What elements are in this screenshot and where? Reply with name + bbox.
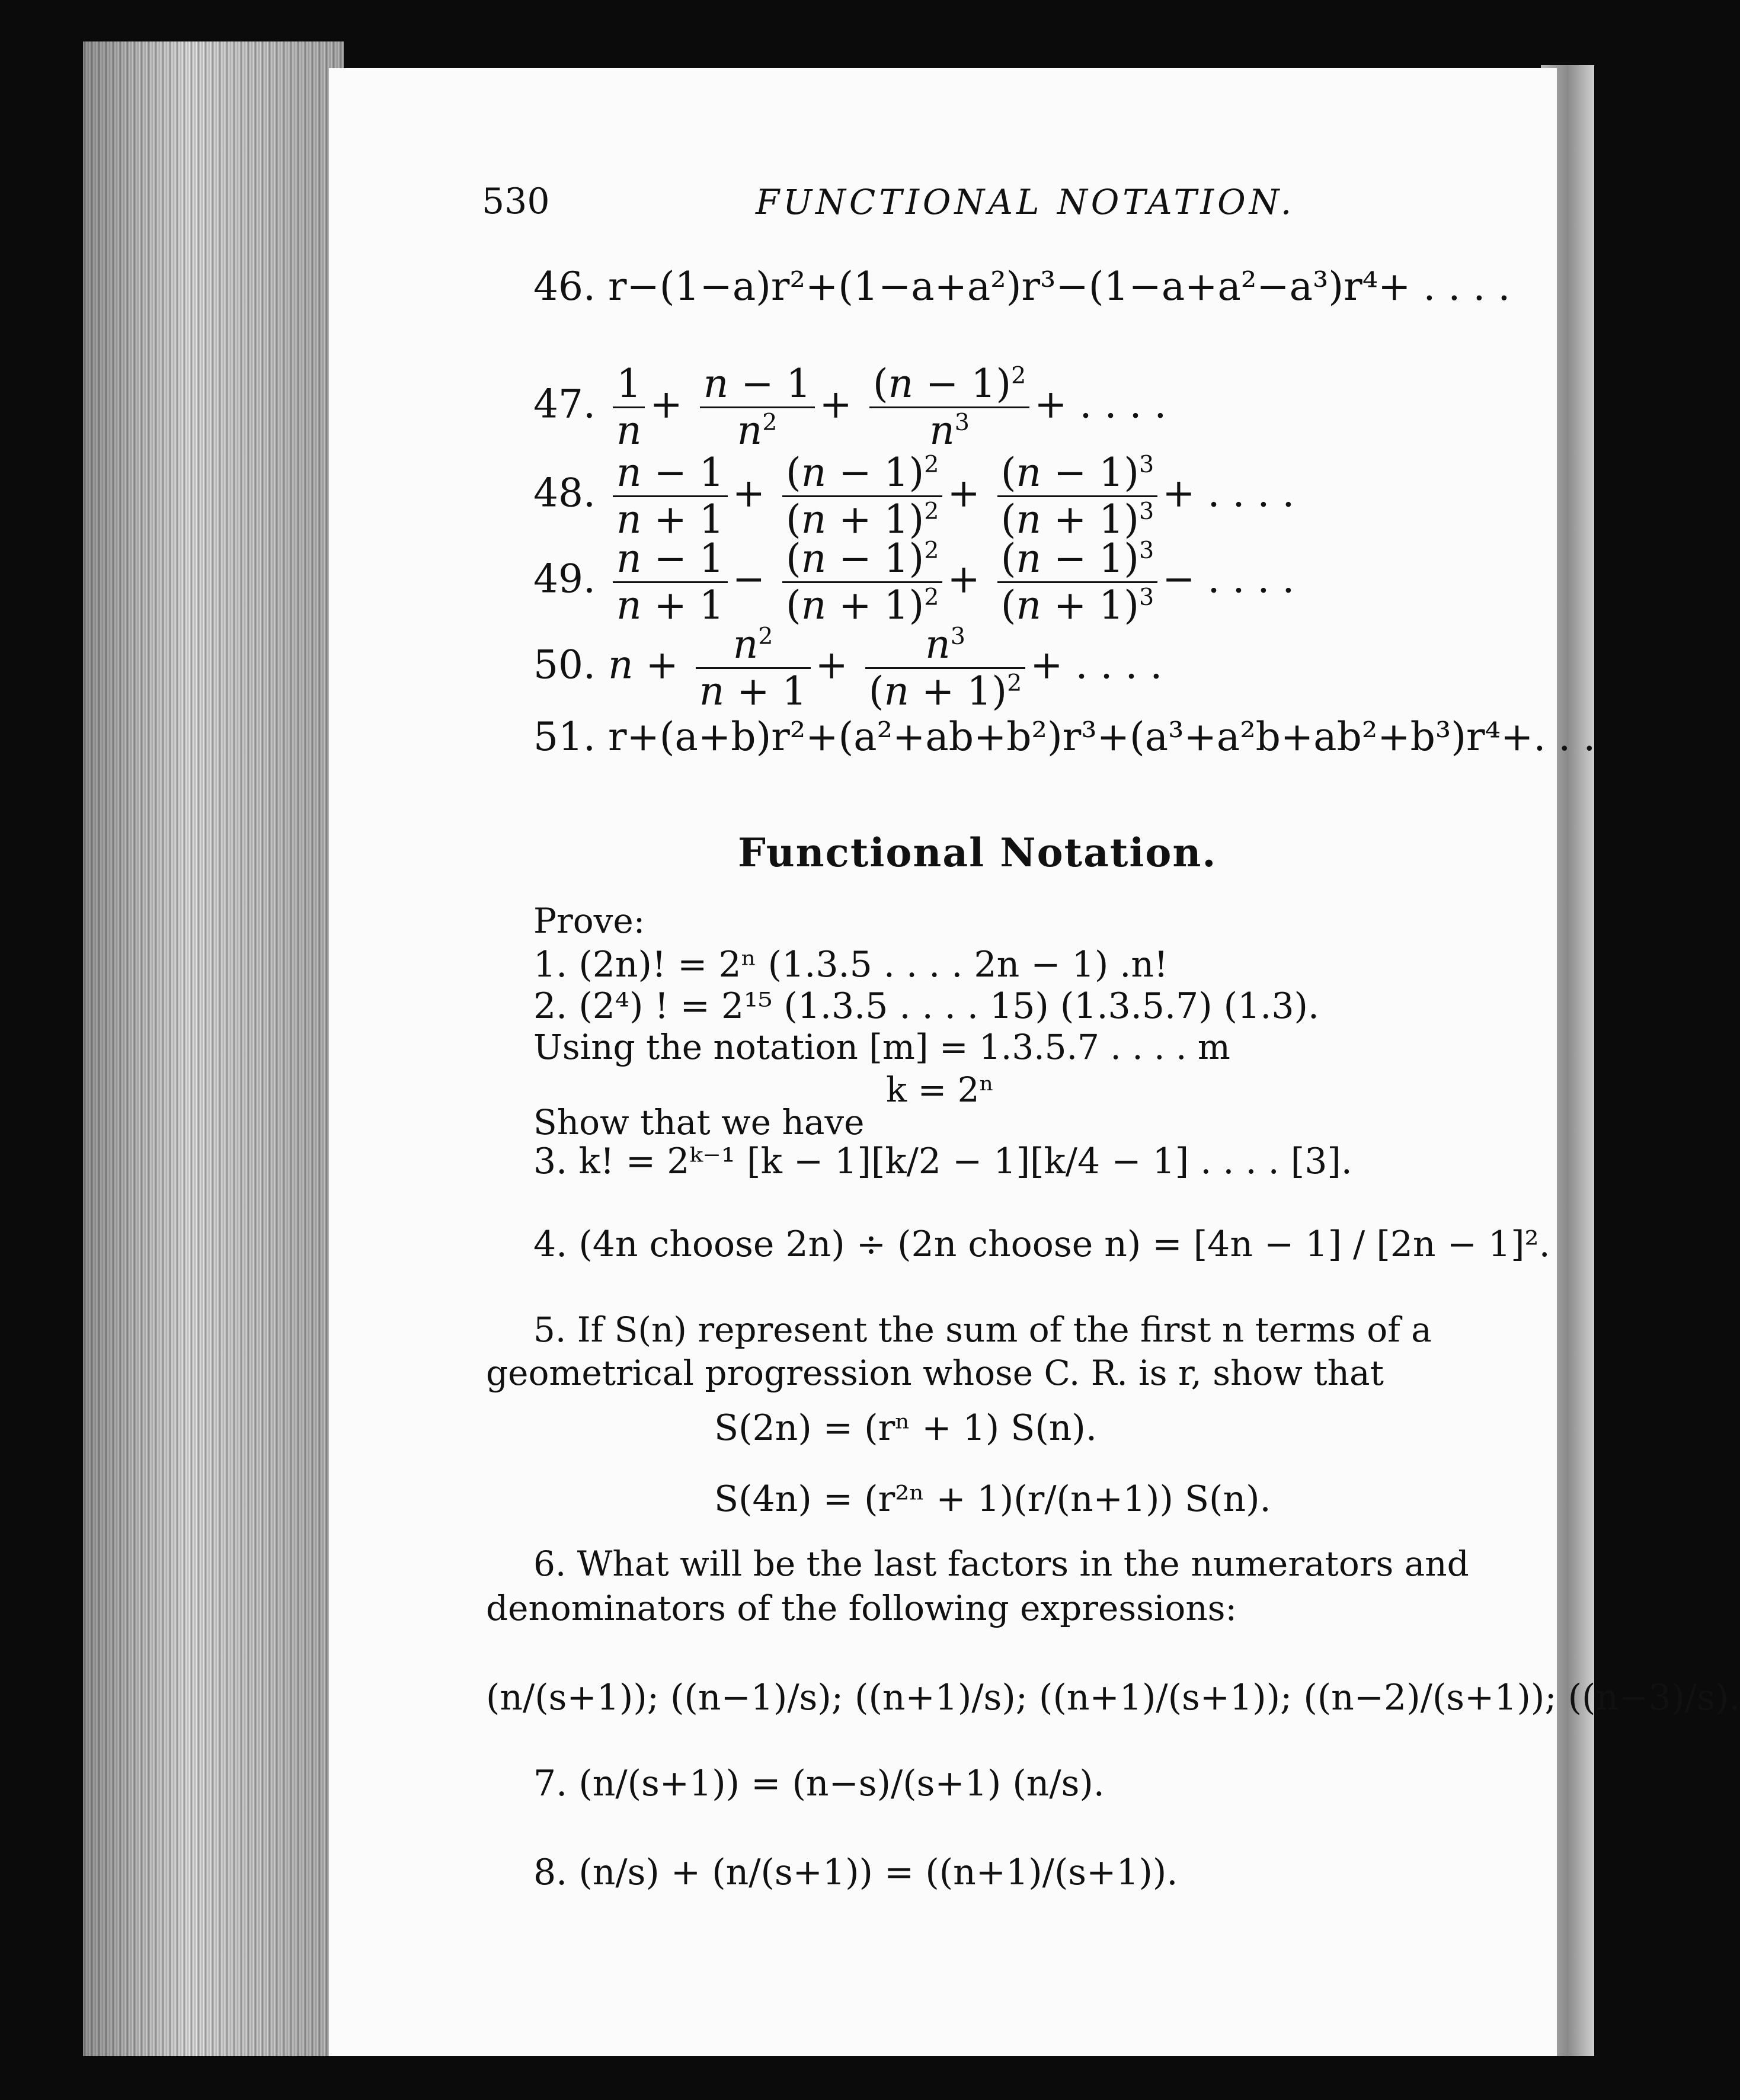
paragraph-6-line-2: denominators of the following expressions: <box>486 1588 1237 1628</box>
item-50-label: 50. <box>533 642 596 688</box>
fraction: $\frac{1}{n}$ <box>613 361 645 453</box>
paragraph-5-line-2: geometrical progression whose C. R. is r, show that <box>486 1353 1384 1393</box>
fraction: $\frac{(n - 1)^2}{(n + 1)^2}$ <box>782 450 942 542</box>
book-edge-shadow <box>83 41 344 2056</box>
item-51: 51. r+(a+b)r²+(a²+ab+b²)r³+(a³+a²b+ab²+b³)r⁴+. . . <box>533 714 1596 760</box>
fraction: $\frac{n^3}{(n + 1)^2}$ <box>865 622 1025 714</box>
section-heading: Functional Notation. <box>738 830 1217 876</box>
item-7: 7. (n/(s+1)) = (n−s)/(s+1) (n/s). <box>533 1763 1105 1804</box>
item-47: 47. $\frac{1}{n}$ + $\frac{n - 1}{n^2}$ + $\frac{(n - 1)^2}{n^3}$ + . . . . <box>533 361 1167 453</box>
prove-label: Prove: <box>533 901 645 941</box>
item-3: 3. k! = 2ᵏ⁻¹ [k − 1][k/2 − 1][k/4 − 1] . . . . [3]. <box>533 1141 1352 1182</box>
fraction: $\frac{(n - 1)^3}{(n + 1)^3}$ <box>997 450 1157 542</box>
item-46: 46. r−(1−a)r²+(1−a+a²)r³−(1−a+a²−a³)r⁴+ . . . . <box>533 264 1511 309</box>
item-1: 1. (2n)! = 2ⁿ (1.3.5 . . . . 2n − 1) .n! <box>533 944 1169 985</box>
running-head: FUNCTIONAL NOTATION. <box>756 182 1296 222</box>
fraction: $\frac{(n - 1)^2}{(n + 1)^2}$ <box>782 536 942 628</box>
item-47-label: 47. <box>533 381 596 427</box>
fraction: $\frac{n - 1}{n + 1}$ <box>613 450 728 542</box>
page-number: 530 <box>482 181 550 222</box>
paragraph-6-line-1: 6. What will be the last factors in the numerators and <box>533 1544 1469 1584</box>
item-4: 4. (4n choose 2n) ÷ (2n choose n) = [4n − 1] / [2n − 1]². <box>533 1224 1550 1265</box>
fraction: $\frac{(n - 1)^2}{n^3}$ <box>869 361 1029 453</box>
item-49-label: 49. <box>533 556 596 602</box>
k-definition: k = 2ⁿ <box>886 1070 994 1110</box>
using-notation-line: Using the notation [m] = 1.3.5.7 . . . . m <box>533 1027 1230 1067</box>
item-48: 48. $\frac{n - 1}{n + 1}$ + $\frac{(n - 1)^2}{(n + 1)^2}$ + $\frac{(n - 1)^3}{(n + 1)^3}$ + . . . . <box>533 450 1295 542</box>
item-2: 2. (2⁴) ! = 2¹⁵ (1.3.5 . . . . 15) (1.3.5.7) (1.3). <box>533 985 1319 1027</box>
show-line: Show that we have <box>533 1102 865 1142</box>
fraction: $\frac{n - 1}{n + 1}$ <box>613 536 728 628</box>
fraction: $\frac{n^2}{n + 1}$ <box>696 622 811 714</box>
item-6-expressions: (n/(s+1)); ((n−1)/s); ((n+1)/s); ((n+1)/(s+1)); ((n−2)/(s+1)); ((n−3)/s). <box>486 1677 1740 1718</box>
item-48-label: 48. <box>533 470 596 516</box>
equation-s2n: S(2n) = (rⁿ + 1) S(n). <box>714 1407 1097 1449</box>
item-8: 8. (n/s) + (n/(s+1)) = ((n+1)/(s+1)). <box>533 1852 1178 1893</box>
fraction: $\frac{n - 1}{n^2}$ <box>700 361 815 453</box>
fraction: $\frac{(n - 1)^3}{(n + 1)^3}$ <box>997 536 1157 628</box>
equation-s4n: S(4n) = (r²ⁿ + 1)(r/(n+1)) S(n). <box>714 1478 1271 1520</box>
book-page <box>329 68 1740 2056</box>
item-50: 50. n + $\frac{n^2}{n + 1}$ + $\frac{n^3}{(n + 1)^2}$ + . . . . <box>533 622 1163 714</box>
item-49: 49. $\frac{n - 1}{n + 1}$ − $\frac{(n - 1)^2}{(n + 1)^2}$ + $\frac{(n - 1)^3}{(n + 1)^3}$ − . . . . <box>533 536 1295 628</box>
paragraph-5-line-1: 5. If S(n) represent the sum of the first n terms of a <box>533 1310 1432 1350</box>
